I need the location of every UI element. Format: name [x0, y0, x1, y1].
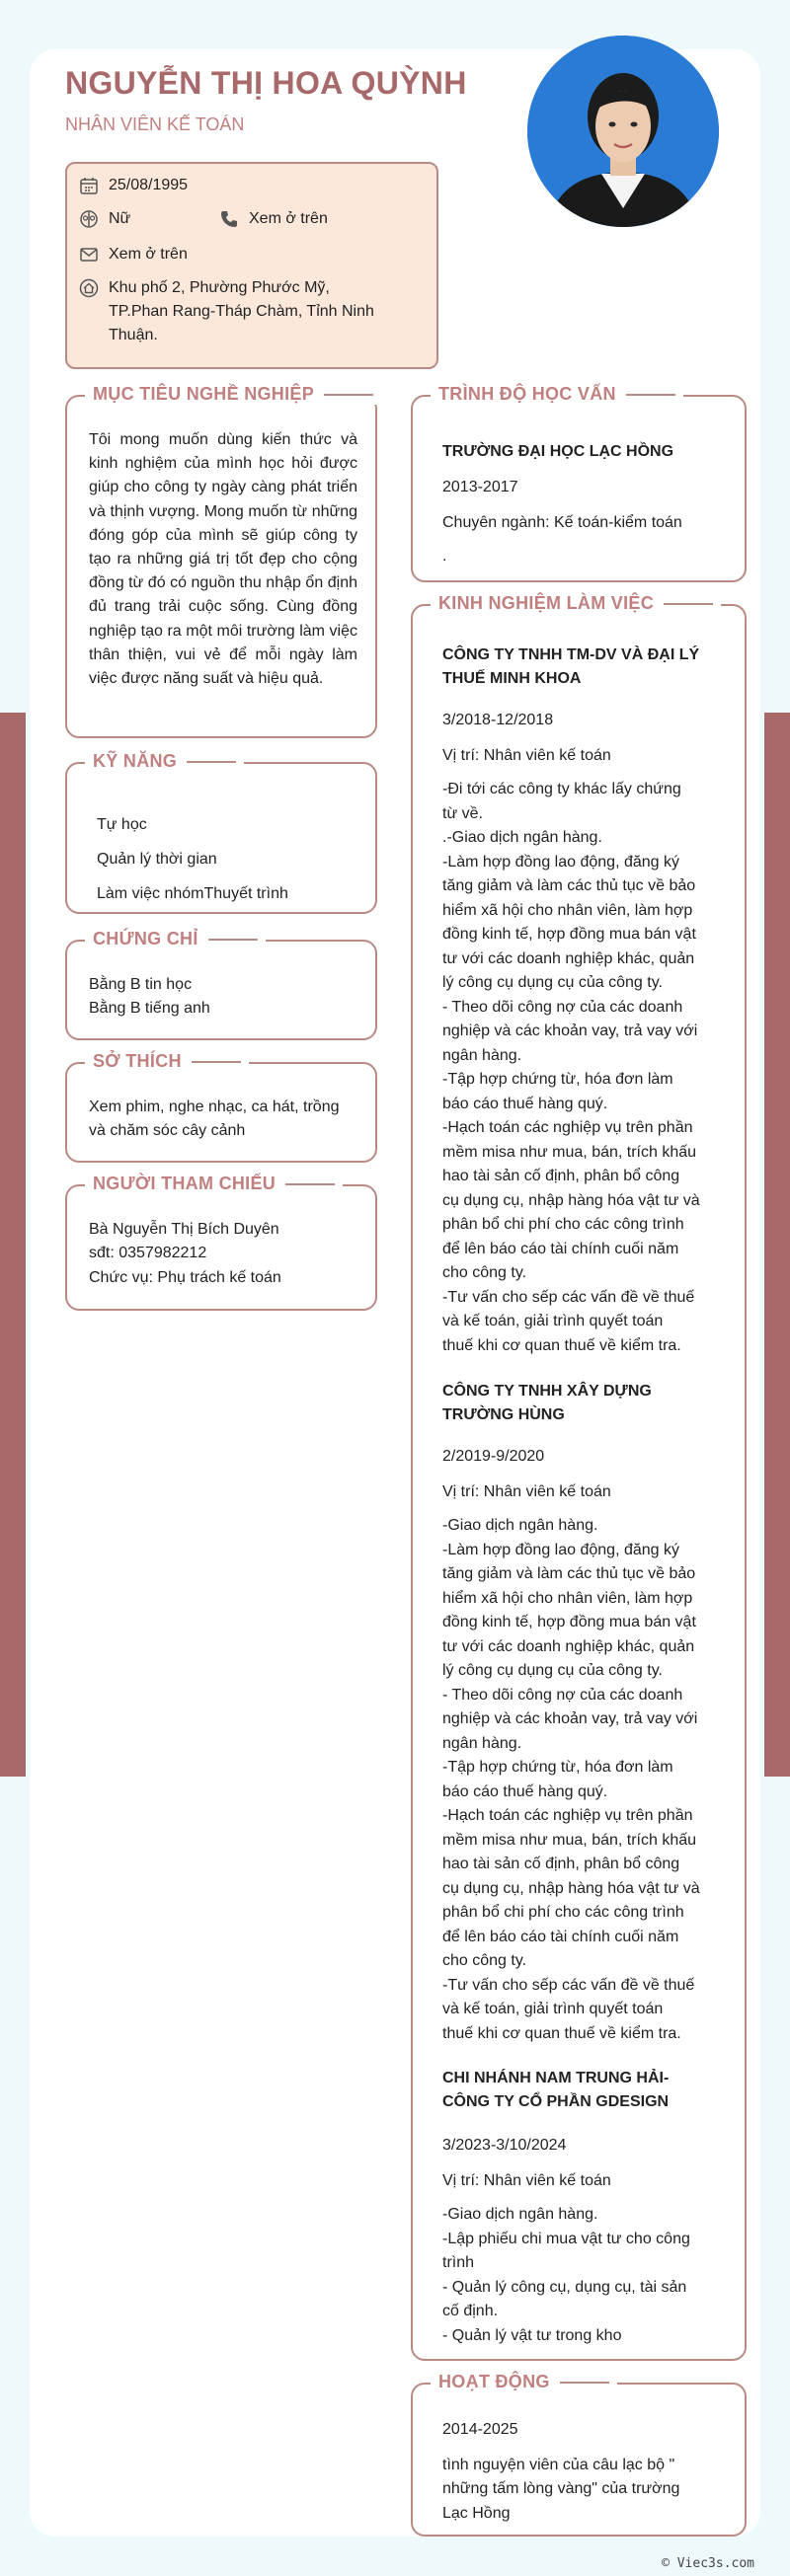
- activity-text: tình nguyện viên của câu lạc bộ " những tấm lòng vàng" của trường Lạc Hồng: [442, 2457, 680, 2522]
- school-name: TRƯỜNG ĐẠI HỌC LẠC HỒNG: [442, 443, 674, 460]
- education-period: 2013-2017: [442, 479, 518, 495]
- section-title: MỤC TIÊU NGHỀ NGHIỆP: [85, 384, 381, 405]
- email-icon: [79, 245, 99, 265]
- section-title: SỞ THÍCH: [85, 1051, 249, 1072]
- job-duties: -Giao dịch ngân hàng. -Làm hợp đồng lao động, đăng ký tăng giảm và làm các thủ tục về bảo hiểm xã hội cho nhân viên, làm hợp đồng kinh tế, hợp đồng mua bán vật tư với các doanh nghiệp khác, quản lý công cụ dụng cụ của công ty. - Theo dõi công nợ của các doanh nghiệp và các khoản vay, trả vay với ngân hàng. -Tập hợp chứng từ, hóa đơn làm báo cáo thuế hàng quý. -Hạch toán các nghiệp vụ trên phần mềm misa như mua, bán, trích khấu hao tài sản cố định, phân bổ công cụ dụng cụ, nhập hàng hóa vật tư và phân bổ chi phí cho các công trình để lên báo cáo tài chính cuối năm cho công ty. -Tư vấn cho sếp các vấn đề về thuế và kế toán, giải trình quyết toán thuế khi cơ quan thuế về kiểm tra.: [442, 1517, 700, 2042]
- job-position: Vị trí: Nhân viên kế toán: [442, 2172, 611, 2189]
- phone-row: [219, 207, 328, 231]
- address-line: Khu phố 2, Phường Phước Mỹ,: [109, 279, 330, 296]
- certificate-list: [89, 973, 210, 1022]
- job-company: CÔNG TY TNHH TM-DV VÀ ĐẠI LÝ THUẾ MINH KHOA: [442, 646, 700, 688]
- calendar-icon: [79, 176, 99, 195]
- gender-value: Nữ: [109, 210, 131, 227]
- email-row: [79, 243, 188, 266]
- education-section: [411, 384, 747, 582]
- birthday-row: [79, 174, 188, 197]
- job-period: 3/2023-3/10/2024: [442, 2137, 567, 2154]
- job-period: 3/2018-12/2018: [442, 712, 554, 728]
- skill-item: Tự học: [97, 816, 147, 833]
- candidate-role: NHÂN VIÊN KẾ TOÁN: [65, 114, 245, 134]
- objective-text: Tôi mong muốn dùng kiến thức và kinh nghiệm của mình học hỏi được giúp cho công ty ngày càng phát triển và thịnh vượng. Mong muốn từ những đóng góp của mình sẽ giúp công ty tạo ra những giá trị tốt đẹp cho cộng đồng từ đó có nguồn thu nhập ổn định đủ trang trải cuộc sống. Cùng đồng nghiệp tạo ra một môi trường làm việc thân thiện, vui vẻ để mỗi ngày làm việc được năng suất và hiệu quả.: [89, 431, 357, 688]
- phone-icon: [219, 209, 239, 229]
- job-duties: -Đi tới các công ty khác lấy chứng từ về. .-Giao dịch ngân hàng. -Làm hợp đồng lao động, đăng ký tăng giảm và làm các thủ tục về bảo hiểm xã hội cho nhân viên, làm hợp đồng kinh tế, hợp đồng mua bán vật tư với các doanh nghiệp khác, quản lý công cụ dụng cụ của công ty. - Theo dõi công nợ của các doanh nghiệp và các khoản vay, trả vay với ngân hàng. -Tập hợp chứng từ, hóa đơn làm báo cáo thuế hàng quý. -Hạch toán các nghiệp vụ trên phần mềm misa như mua, bán, trích khấu hao tài sản cố định, phân bổ công cụ dụng cụ, nhập hàng hóa vật tư và phân bổ chi phí cho các công trình để lên báo cáo tài chính cuối năm cho công ty. -Tư vấn cho sếp các vấn đề về thuế và kế toán, giải trình quyết toán thuế khi cơ quan thuế về kiểm tra.: [442, 781, 700, 1354]
- left-accent-bar: [0, 713, 26, 1777]
- email-value: Xem ở trên: [109, 246, 188, 263]
- activity-period: 2014-2025: [442, 2421, 518, 2438]
- section-title: KINH NGHIỆM LÀM VIỆC: [431, 593, 721, 614]
- profile-photo: [527, 36, 719, 227]
- job-company: CÔNG TY TNHH XÂY DỰNG TRƯỜNG HÙNG: [442, 1383, 652, 1424]
- reference-text: Bà Nguyễn Thị Bích Duyên sđt: 0357982212 Chức vụ: Phụ trách kế toán: [89, 1221, 281, 1286]
- section-title: TRÌNH ĐỘ HỌC VẤN: [431, 384, 683, 405]
- certificate-item: Bằng B tiếng anh: [89, 1000, 210, 1018]
- job-duties: -Giao dịch ngân hàng. -Lập phiếu chi mua vật tư cho công trình - Quản lý công cụ, dụng cụ, tài sản cố định. - Quản lý vật tư trong kho: [442, 2206, 690, 2344]
- watermark: © Viec3s.com: [662, 2556, 754, 2571]
- hobbies-text: Xem phim, nghe nhạc, ca hát, trồng và chăm sóc cây cảnh: [89, 1099, 340, 1140]
- address-row: [79, 276, 374, 347]
- certificates-section: [65, 929, 377, 1040]
- candidate-name: NGUYỄN THỊ HOA QUỲNH: [65, 65, 467, 101]
- job-company: CHI NHÁNH NAM TRUNG HẢI- CÔNG TY CỔ PHẦN GDESIGN: [442, 2070, 670, 2111]
- home-icon: [79, 278, 99, 298]
- phone-value: Xem ở trên: [249, 210, 328, 227]
- birthday-value: 25/08/1995: [109, 177, 189, 193]
- section-title: CHỨNG CHỈ: [85, 929, 266, 949]
- hobbies-section: [65, 1051, 377, 1163]
- gender-icon: [79, 209, 99, 229]
- section-title: HOẠT ĐỘNG: [431, 2372, 617, 2392]
- address-value: [109, 276, 374, 347]
- education-major: Chuyên ngành: Kế toán-kiểm toán: [442, 514, 682, 531]
- experience-section: [411, 593, 747, 2361]
- activities-section: [411, 2372, 747, 2537]
- skills-list: [97, 807, 288, 911]
- job-position: Vị trí: Nhân viên kế toán: [442, 1483, 611, 1500]
- right-accent-bar: [764, 713, 790, 1777]
- job-position: Vị trí: Nhân viên kế toán: [442, 747, 611, 764]
- section-title: NGƯỜI THAM CHIẾU: [85, 1174, 343, 1194]
- skill-item: Làm việc nhómThuyết trình: [97, 885, 288, 902]
- job-period: 2/2019-9/2020: [442, 1448, 545, 1465]
- contact-info-box: [65, 162, 438, 369]
- certificate-item: Bằng B tin học: [89, 976, 193, 993]
- section-title: KỸ NĂNG: [85, 751, 244, 772]
- address-line: TP.Phan Rang-Tháp Chàm, Tỉnh Ninh: [109, 303, 374, 320]
- skills-section: [65, 751, 377, 914]
- gender-row: [79, 207, 130, 231]
- skill-item: Quản lý thời gian: [97, 851, 217, 868]
- address-line: Thuận.: [109, 327, 158, 343]
- reference-section: [65, 1174, 377, 1311]
- objective-section: [65, 384, 377, 738]
- education-note: .: [442, 548, 447, 565]
